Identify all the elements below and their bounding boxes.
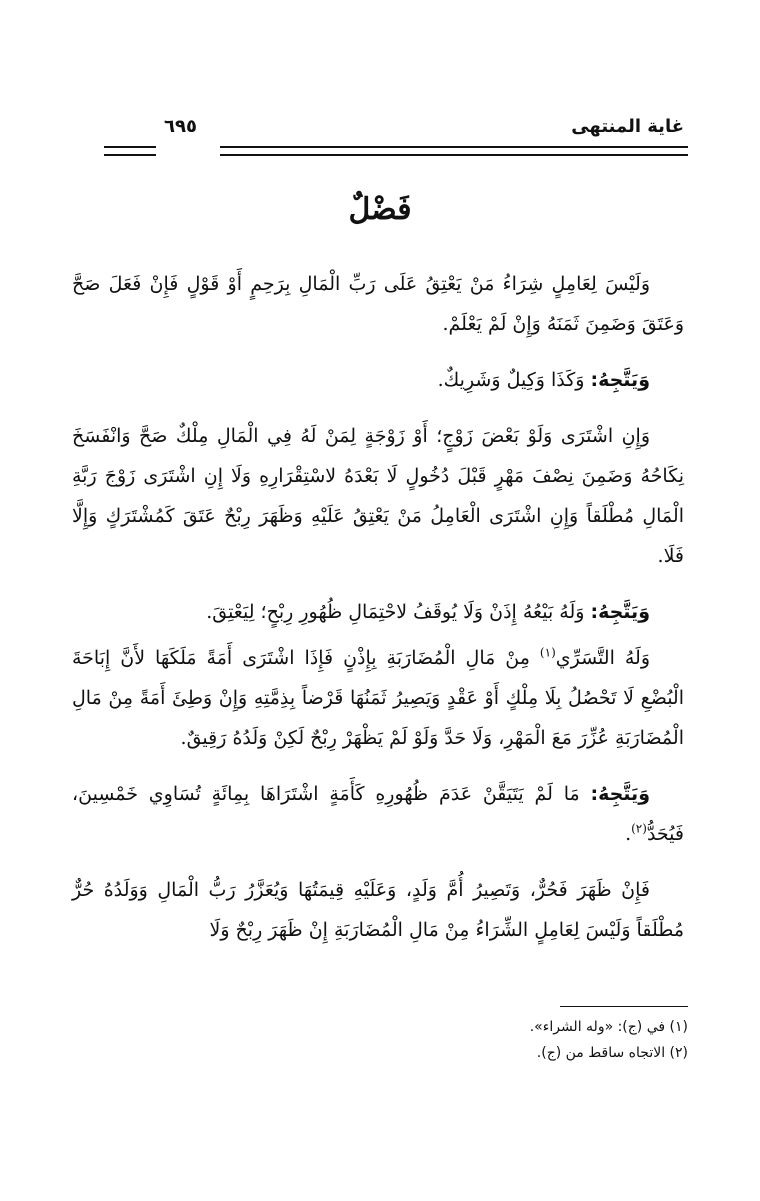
paragraph-3 (72, 416, 684, 576)
paragraph-1 (72, 264, 684, 344)
footnotes (72, 1014, 688, 1066)
paragraph-5 (72, 638, 684, 758)
footnote-2: (٢) الاتجاه ساقط من (ج). (536, 1045, 688, 1061)
paragraph-text: وَإِنِ اشْتَرَى وَلَوْ بَعْضَ زَوْجٍ؛ أَوْ زَوْجَةٍ لِمَنْ لَهُ فِي الْمَالِ مِلْكٌ صَحَّ وَانْفَسَخَ نِكَاحُهُ وَضَمِنَ نِصْفَ مَهْرٍ قَبْلَ دُخُولٍ لَا بَعْدَهُ لاسْتِقْرَارِهِ وَلَا إِنِ اشْتَرَى زَوْجَ رَبَّةِ الْمَالِ مُطْلَقاً وَإِنِ اشْتَرَى الْعَامِلُ مَنْ يَعْتِقُ عَلَيْهِ وَظَهَرَ رِبْحٌ عَتَقَ كَمُشْتَرَكٍ وَإِلَّا فَلَا. (72, 425, 684, 567)
footnote-ref-2[interactable]: (٢) (631, 821, 647, 836)
paragraph-label: وَيَتَّجِهُ: (590, 369, 650, 391)
running-header (100, 116, 684, 144)
paragraph-text: مِنْ مَالِ الْمُضَارَبَةِ بِإِذْنٍ فَإِذَا اشْتَرَى أَمَةً مَلَكَهَا لأَنَّ إِبَاحَةَ الْبُضْعِ لَا تَحْصُلُ بِلَا مِلْكٍ أَوْ عَقْدٍ وَيَصِيرُ ثَمَنُهَا قَرْضاً بِذِمَّتِهِ وَإِنْ وَطِئَ أَمَةً مِنْ مَالِ الْمُضَارَبَةِ عُزِّرَ مَعَ الْمَهْرِ، وَلَا حَدَّ وَلَوْ لَمْ يَظْهَرْ رِبْحٌ لَكِنْ وَلَدُهُ رَقِيقٌ. (72, 647, 684, 749)
paragraph-7 (72, 870, 684, 950)
footnote-rule (560, 1006, 688, 1007)
paragraph-label: وَيَتَّجِهُ: (590, 601, 650, 623)
paragraph-text: مَا لَمْ يَتَيَقَّنْ عَدَمَ ظُهُورِهِ كَأَمَةٍ اشْتَرَاهَا بِمِائَةٍ تُسَاوِي خَمْسِينَ، فَيُحَدُّ (72, 783, 684, 845)
paragraph-4 (72, 592, 684, 632)
header-double-rule-short (104, 146, 156, 156)
header-double-rule (220, 146, 688, 156)
paragraph-text: وَلَهُ بَيْعُهُ إِذَنْ وَلَا يُوقَفُ لاحْتِمَالِ ظُهُورِ رِبْحٍ؛ لِيَعْتِقَ. (206, 601, 585, 623)
section-heading: فَضْلٌ (348, 192, 412, 227)
footnote-1: (١) في (ج): «وله الشراء». (529, 1019, 688, 1035)
paragraph-text-lead: وَلَهُ التَّسَرِّي (555, 647, 650, 669)
page-number: ٦٩٥ (164, 116, 197, 137)
running-title: غاية المنتهى (571, 116, 684, 137)
paragraph-text: وَلَيْسَ لِعَامِلٍ شِرَاءُ مَنْ يَعْتِقُ عَلَى رَبِّ الْمَالِ بِرَحِمٍ أَوْ قَوْلٍ فَإِنْ فَعَلَ صَحَّ وَعَتَقَ وَضَمِنَ ثَمَنَهُ وَإِنْ لَمْ يَعْلَمْ. (72, 273, 684, 335)
footnote-ref-1[interactable]: (١) (539, 645, 556, 660)
paragraph-text: وَكَذَا وَكِيلٌ وَشَرِيكٌ. (437, 369, 585, 391)
paragraph-2 (72, 360, 684, 400)
paragraph-label: وَيَتَّجِهُ: (590, 783, 650, 805)
paragraph-6 (72, 774, 684, 854)
paragraph-text-tail: . (625, 823, 632, 845)
paragraph-text: فَإِنْ ظَهَرَ فَحُرٌّ، وَتَصِيرُ أُمَّ وَلَدٍ، وَعَلَيْهِ قِيمَتُهَا وَيُعَزَّرُ رَبُّ الْمَالِ وَوَلَدُهُ حُرٌّ مُطْلَقاً وَلَيْسَ لِعَامِلٍ الشِّرَاءُ مِنْ مَالِ الْمُضَارَبَةِ إِنْ ظَهَرَ رِبْحٌ وَلَا (72, 879, 684, 941)
main-text (72, 264, 684, 966)
